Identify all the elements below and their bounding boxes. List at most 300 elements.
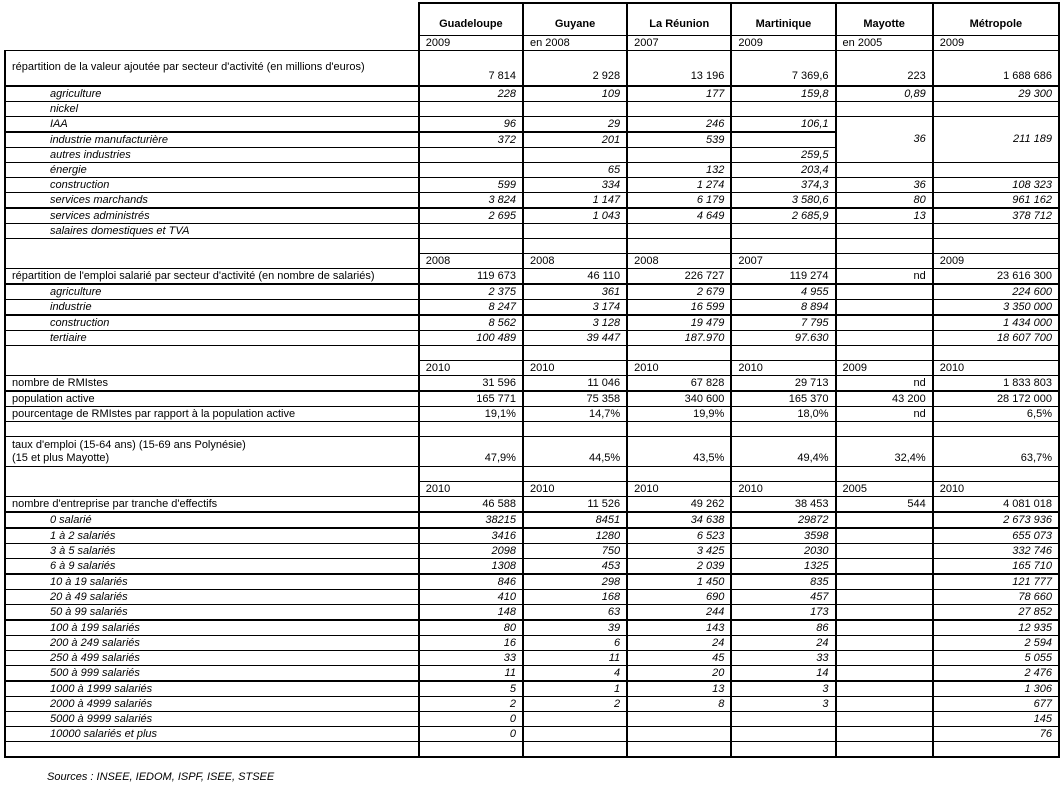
value-cell — [836, 559, 933, 575]
empty-cell — [419, 422, 523, 437]
year-cell: 2005 — [836, 482, 933, 497]
empty-cell — [419, 742, 523, 758]
row-label: 50 à 99 salariés — [5, 605, 419, 621]
value-cell — [836, 620, 933, 636]
value-cell: 63,7% — [933, 437, 1059, 467]
empty-cell — [933, 239, 1059, 254]
column-header: Guadeloupe — [419, 3, 523, 36]
value-cell — [933, 102, 1059, 117]
value-cell: 5 — [419, 681, 523, 697]
value-cell: 201 — [523, 132, 627, 148]
value-cell: 97.630 — [731, 331, 835, 346]
value-cell: 4 081 018 — [933, 497, 1059, 513]
value-cell — [419, 102, 523, 117]
value-cell: 67 828 — [627, 376, 731, 392]
value-cell: 2 476 — [933, 666, 1059, 682]
value-cell: 20 — [627, 666, 731, 682]
column-header: Mayotte — [836, 3, 933, 36]
value-cell: 3 824 — [419, 193, 523, 209]
value-cell — [836, 163, 933, 178]
value-cell: 2030 — [731, 544, 835, 559]
value-cell: 4 955 — [731, 284, 835, 300]
value-cell: 2 695 — [419, 208, 523, 224]
value-cell: 3 — [731, 697, 835, 712]
value-cell: 165 771 — [419, 391, 523, 407]
value-cell — [836, 102, 933, 117]
value-cell: 47,9% — [419, 437, 523, 467]
empty-cell — [933, 742, 1059, 758]
empty-cell — [627, 742, 731, 758]
value-cell — [836, 666, 933, 682]
value-cell: 1 833 803 — [933, 376, 1059, 392]
value-cell: 13 196 — [627, 51, 731, 87]
value-cell: 29 713 — [731, 376, 835, 392]
empty-cell — [933, 467, 1059, 482]
row-label: population active — [5, 391, 419, 407]
row-label: agriculture — [5, 86, 419, 102]
value-cell: 14,7% — [523, 407, 627, 422]
row-label: 20 à 49 salariés — [5, 590, 419, 605]
value-cell: 372 — [419, 132, 523, 148]
value-cell: 8 — [627, 697, 731, 712]
empty-cell — [836, 239, 933, 254]
value-cell: 835 — [731, 574, 835, 590]
row-label: 1000 à 1999 salariés — [5, 681, 419, 697]
value-cell — [523, 148, 627, 163]
value-cell: 187.970 — [627, 331, 731, 346]
row-label-line2: (15 et plus Mayotte) — [12, 452, 110, 464]
empty-cell — [627, 422, 731, 437]
row-label: 250 à 499 salariés — [5, 651, 419, 666]
value-cell — [731, 132, 835, 148]
row-label: énergie — [5, 163, 419, 178]
value-cell: 19 479 — [627, 315, 731, 331]
value-cell: 690 — [627, 590, 731, 605]
empty-cell — [933, 346, 1059, 361]
value-cell: 599 — [419, 178, 523, 193]
value-cell: 8 247 — [419, 300, 523, 316]
value-cell: 334 — [523, 178, 627, 193]
value-cell: 119 673 — [419, 269, 523, 285]
row-label: tertiaire — [5, 331, 419, 346]
value-cell: 49 262 — [627, 497, 731, 513]
row-label: nombre de RMIstes — [5, 376, 419, 392]
value-cell: 19,1% — [419, 407, 523, 422]
value-cell: 18,0% — [731, 407, 835, 422]
value-cell: 544 — [836, 497, 933, 513]
value-cell: 259,5 — [731, 148, 835, 163]
value-cell — [836, 300, 933, 316]
value-cell: 0 — [419, 712, 523, 727]
value-cell: nd — [836, 376, 933, 392]
value-cell — [419, 224, 523, 239]
row-label: industrie — [5, 300, 419, 316]
empty-cell — [836, 422, 933, 437]
value-cell: 32,4% — [836, 437, 933, 467]
column-header: Martinique — [731, 3, 835, 36]
value-cell: 3 — [731, 681, 835, 697]
value-cell: 378 712 — [933, 208, 1059, 224]
value-cell: 78 660 — [933, 590, 1059, 605]
value-cell: 132 — [627, 163, 731, 178]
value-cell: 244 — [627, 605, 731, 621]
value-cell: 1280 — [523, 528, 627, 544]
value-cell: 374,3 — [731, 178, 835, 193]
row-label: 500 à 999 salariés — [5, 666, 419, 682]
empty-cell — [523, 467, 627, 482]
value-cell: 2 673 936 — [933, 512, 1059, 528]
value-cell — [836, 528, 933, 544]
value-cell: 3 174 — [523, 300, 627, 316]
value-cell: 2 928 — [523, 51, 627, 87]
row-label: nombre d'entreprise par tranche d'effectifs — [5, 497, 419, 513]
value-cell: 361 — [523, 284, 627, 300]
empty-cell — [627, 346, 731, 361]
value-cell: 11 — [419, 666, 523, 682]
value-cell: 6 523 — [627, 528, 731, 544]
value-cell — [933, 224, 1059, 239]
value-cell: 63 — [523, 605, 627, 621]
year-cell: 2009 — [731, 36, 835, 51]
year-cell: 2010 — [419, 361, 523, 376]
value-cell — [836, 284, 933, 300]
value-cell: 961 162 — [933, 193, 1059, 209]
value-cell: 38 453 — [731, 497, 835, 513]
value-cell: 410 — [419, 590, 523, 605]
row-label: 5000 à 9999 salariés — [5, 712, 419, 727]
value-cell — [836, 331, 933, 346]
value-cell: 75 358 — [523, 391, 627, 407]
value-cell: 2 685,9 — [731, 208, 835, 224]
year-cell: 2010 — [523, 482, 627, 497]
value-cell: 298 — [523, 574, 627, 590]
value-cell: 49,4% — [731, 437, 835, 467]
value-cell — [836, 697, 933, 712]
value-cell — [627, 727, 731, 742]
value-cell: 655 073 — [933, 528, 1059, 544]
value-cell: 3 128 — [523, 315, 627, 331]
value-cell: 1 — [523, 681, 627, 697]
empty-cell — [933, 422, 1059, 437]
empty-cell — [731, 422, 835, 437]
value-cell — [731, 727, 835, 742]
value-cell: 13 — [627, 681, 731, 697]
value-cell: 6 — [523, 636, 627, 651]
year-cell: 2008 — [627, 254, 731, 269]
value-cell: 80 — [419, 620, 523, 636]
value-cell: 80 — [836, 193, 933, 209]
value-cell: 2 594 — [933, 636, 1059, 651]
value-cell: 6 179 — [627, 193, 731, 209]
value-cell — [836, 727, 933, 742]
column-header: Métropole — [933, 3, 1059, 36]
value-cell: 46 588 — [419, 497, 523, 513]
value-cell: 2 039 — [627, 559, 731, 575]
value-cell: 159,8 — [731, 86, 835, 102]
row-label-line1: taux d'emploi (15-64 ans) (15-69 ans Polynésie) — [12, 439, 246, 451]
value-cell — [627, 224, 731, 239]
row-label — [5, 437, 419, 467]
value-cell — [836, 224, 933, 239]
row-label: 0 salarié — [5, 512, 419, 528]
value-cell: 148 — [419, 605, 523, 621]
value-cell: 23 616 300 — [933, 269, 1059, 285]
value-cell: 1 450 — [627, 574, 731, 590]
value-cell: 39 — [523, 620, 627, 636]
year-cell: 2008 — [523, 254, 627, 269]
value-cell — [627, 102, 731, 117]
empty-cell — [523, 346, 627, 361]
row-label: pourcentage de RMIstes par rapport à la population active — [5, 407, 419, 422]
value-cell — [836, 636, 933, 651]
empty-cell — [836, 346, 933, 361]
value-cell: 65 — [523, 163, 627, 178]
value-cell: 1 688 686 — [933, 51, 1059, 87]
value-cell: 1308 — [419, 559, 523, 575]
empty-cell — [731, 742, 835, 758]
value-cell: 8451 — [523, 512, 627, 528]
empty-cell — [419, 239, 523, 254]
value-cell: 29 — [523, 117, 627, 133]
value-cell — [731, 224, 835, 239]
row-label: 1 à 2 salariés — [5, 528, 419, 544]
row-label: construction — [5, 315, 419, 331]
value-cell: 1325 — [731, 559, 835, 575]
value-cell: 143 — [627, 620, 731, 636]
year-cell: 2010 — [933, 361, 1059, 376]
row-label: autres industries — [5, 148, 419, 163]
empty-cell — [627, 467, 731, 482]
year-cell: 2007 — [731, 254, 835, 269]
row-label: 6 à 9 salariés — [5, 559, 419, 575]
row-label: salaires domestiques et TVA — [5, 224, 419, 239]
year-cell: 2009 — [836, 361, 933, 376]
row-label: construction — [5, 178, 419, 193]
row-label: 10000 salariés et plus — [5, 727, 419, 742]
value-cell: 1 147 — [523, 193, 627, 209]
value-cell: 12 935 — [933, 620, 1059, 636]
value-cell: 109 — [523, 86, 627, 102]
value-cell: 846 — [419, 574, 523, 590]
gap-cell — [5, 467, 419, 497]
value-cell: 165 370 — [731, 391, 835, 407]
value-cell: 31 596 — [419, 376, 523, 392]
empty-cell — [523, 239, 627, 254]
value-cell: 3 425 — [627, 544, 731, 559]
value-cell: 36 — [836, 178, 933, 193]
row-label: 200 à 249 salariés — [5, 636, 419, 651]
value-cell — [731, 712, 835, 727]
value-cell: 43 200 — [836, 391, 933, 407]
value-cell: 8 894 — [731, 300, 835, 316]
value-cell: 7 814 — [419, 51, 523, 87]
value-cell — [933, 163, 1059, 178]
value-cell: 33 — [731, 651, 835, 666]
value-cell: 24 — [731, 636, 835, 651]
value-cell: 96 — [419, 117, 523, 133]
column-header: La Réunion — [627, 3, 731, 36]
value-cell: 119 274 — [731, 269, 835, 285]
value-cell: 2 — [523, 697, 627, 712]
value-cell — [523, 712, 627, 727]
empty-cell — [731, 467, 835, 482]
value-cell: 100 489 — [419, 331, 523, 346]
empty-cell — [419, 346, 523, 361]
sources-note: Sources : INSEE, IEDOM, ISPF, ISEE, STSEE — [47, 771, 275, 783]
year-cell: 2007 — [627, 36, 731, 51]
empty-cell — [731, 239, 835, 254]
value-cell — [731, 102, 835, 117]
value-cell: 340 600 — [627, 391, 731, 407]
year-cell: 2010 — [627, 361, 731, 376]
empty-cell — [836, 467, 933, 482]
value-cell: 29872 — [731, 512, 835, 528]
year-cell: en 2008 — [523, 36, 627, 51]
year-cell: 2010 — [731, 482, 835, 497]
value-cell: 108 323 — [933, 178, 1059, 193]
value-cell: 3 580,6 — [731, 193, 835, 209]
value-cell: 453 — [523, 559, 627, 575]
value-cell: 8 562 — [419, 315, 523, 331]
value-cell: 457 — [731, 590, 835, 605]
value-cell: 16 599 — [627, 300, 731, 316]
value-cell: 29 300 — [933, 86, 1059, 102]
value-cell — [836, 681, 933, 697]
year-cell — [836, 254, 933, 269]
value-cell: 33 — [419, 651, 523, 666]
value-cell: 11 — [523, 651, 627, 666]
row-label: agriculture — [5, 284, 419, 300]
corner-blank — [5, 3, 419, 51]
empty-cell — [836, 742, 933, 758]
value-cell: 18 607 700 — [933, 331, 1059, 346]
value-cell — [836, 315, 933, 331]
year-cell: 2010 — [731, 361, 835, 376]
value-cell — [836, 651, 933, 666]
value-cell: 11 526 — [523, 497, 627, 513]
row-label: services marchands — [5, 193, 419, 209]
value-cell: 16 — [419, 636, 523, 651]
value-cell: 4 649 — [627, 208, 731, 224]
value-cell: 38215 — [419, 512, 523, 528]
year-cell: 2010 — [523, 361, 627, 376]
value-cell: 750 — [523, 544, 627, 559]
value-cell — [836, 590, 933, 605]
value-cell: nd — [836, 407, 933, 422]
value-cell: 7 369,6 — [731, 51, 835, 87]
value-cell: 3598 — [731, 528, 835, 544]
year-cell: 2009 — [419, 36, 523, 51]
value-cell: 2 375 — [419, 284, 523, 300]
value-cell: 4 — [523, 666, 627, 682]
value-cell: 3 350 000 — [933, 300, 1059, 316]
value-cell — [836, 605, 933, 621]
value-cell: 14 — [731, 666, 835, 682]
empty-cell — [523, 422, 627, 437]
year-cell: 2009 — [933, 36, 1059, 51]
row-label: 10 à 19 salariés — [5, 574, 419, 590]
value-cell: 1 274 — [627, 178, 731, 193]
value-cell: 76 — [933, 727, 1059, 742]
value-cell: 2098 — [419, 544, 523, 559]
value-cell: 228 — [419, 86, 523, 102]
value-cell: 3416 — [419, 528, 523, 544]
value-cell: 165 710 — [933, 559, 1059, 575]
year-cell: 2009 — [933, 254, 1059, 269]
empty-cell — [627, 239, 731, 254]
value-cell: 203,4 — [731, 163, 835, 178]
gap-cell — [5, 239, 419, 269]
value-cell: 5 055 — [933, 651, 1059, 666]
value-cell: 27 852 — [933, 605, 1059, 621]
value-cell: 1 043 — [523, 208, 627, 224]
value-cell: 39 447 — [523, 331, 627, 346]
row-label — [5, 422, 419, 437]
value-cell: 121 777 — [933, 574, 1059, 590]
value-cell: 44,5% — [523, 437, 627, 467]
value-cell: 0 — [419, 727, 523, 742]
value-cell: 223 — [836, 51, 933, 87]
value-cell — [523, 102, 627, 117]
row-label: répartition de la valeur ajoutée par secteur d'activité (en millions d'euros) — [5, 51, 419, 87]
value-cell — [419, 148, 523, 163]
value-cell: 7 795 — [731, 315, 835, 331]
year-cell: 2010 — [419, 482, 523, 497]
value-cell: 43,5% — [627, 437, 731, 467]
column-header: Guyane — [523, 3, 627, 36]
row-label: 3 à 5 salariés — [5, 544, 419, 559]
value-cell: 145 — [933, 712, 1059, 727]
row-label — [5, 742, 419, 758]
year-cell: 2010 — [933, 482, 1059, 497]
row-label: services administrés — [5, 208, 419, 224]
value-cell: 539 — [627, 132, 731, 148]
row-label: nickel — [5, 102, 419, 117]
value-cell — [627, 712, 731, 727]
value-cell: 2 679 — [627, 284, 731, 300]
value-cell: 11 046 — [523, 376, 627, 392]
value-cell — [523, 727, 627, 742]
value-cell: 106,1 — [731, 117, 835, 133]
value-cell: 6,5% — [933, 407, 1059, 422]
value-cell: 46 110 — [523, 269, 627, 285]
value-cell: 34 638 — [627, 512, 731, 528]
value-cell: nd — [836, 269, 933, 285]
value-cell: 1 434 000 — [933, 315, 1059, 331]
value-cell: 332 746 — [933, 544, 1059, 559]
row-label: IAA — [5, 117, 419, 133]
value-cell — [836, 512, 933, 528]
row-label: répartition de l'emploi salarié par secteur d'activité (en nombre de salariés) — [5, 269, 419, 285]
value-cell: 45 — [627, 651, 731, 666]
value-cell: 1 306 — [933, 681, 1059, 697]
value-cell — [419, 163, 523, 178]
year-cell: 2008 — [419, 254, 523, 269]
value-cell: 13 — [836, 208, 933, 224]
value-cell: 24 — [627, 636, 731, 651]
year-cell: 2010 — [627, 482, 731, 497]
value-cell — [836, 574, 933, 590]
value-cell: 677 — [933, 697, 1059, 712]
value-cell: 168 — [523, 590, 627, 605]
value-cell: 173 — [731, 605, 835, 621]
merged-value-cell: 36 — [836, 117, 933, 163]
year-cell: en 2005 — [836, 36, 933, 51]
merged-value-cell: 211 189 — [933, 117, 1059, 163]
row-label: 2000 à 4999 salariés — [5, 697, 419, 712]
value-cell: 224 600 — [933, 284, 1059, 300]
value-cell: 0,89 — [836, 86, 933, 102]
